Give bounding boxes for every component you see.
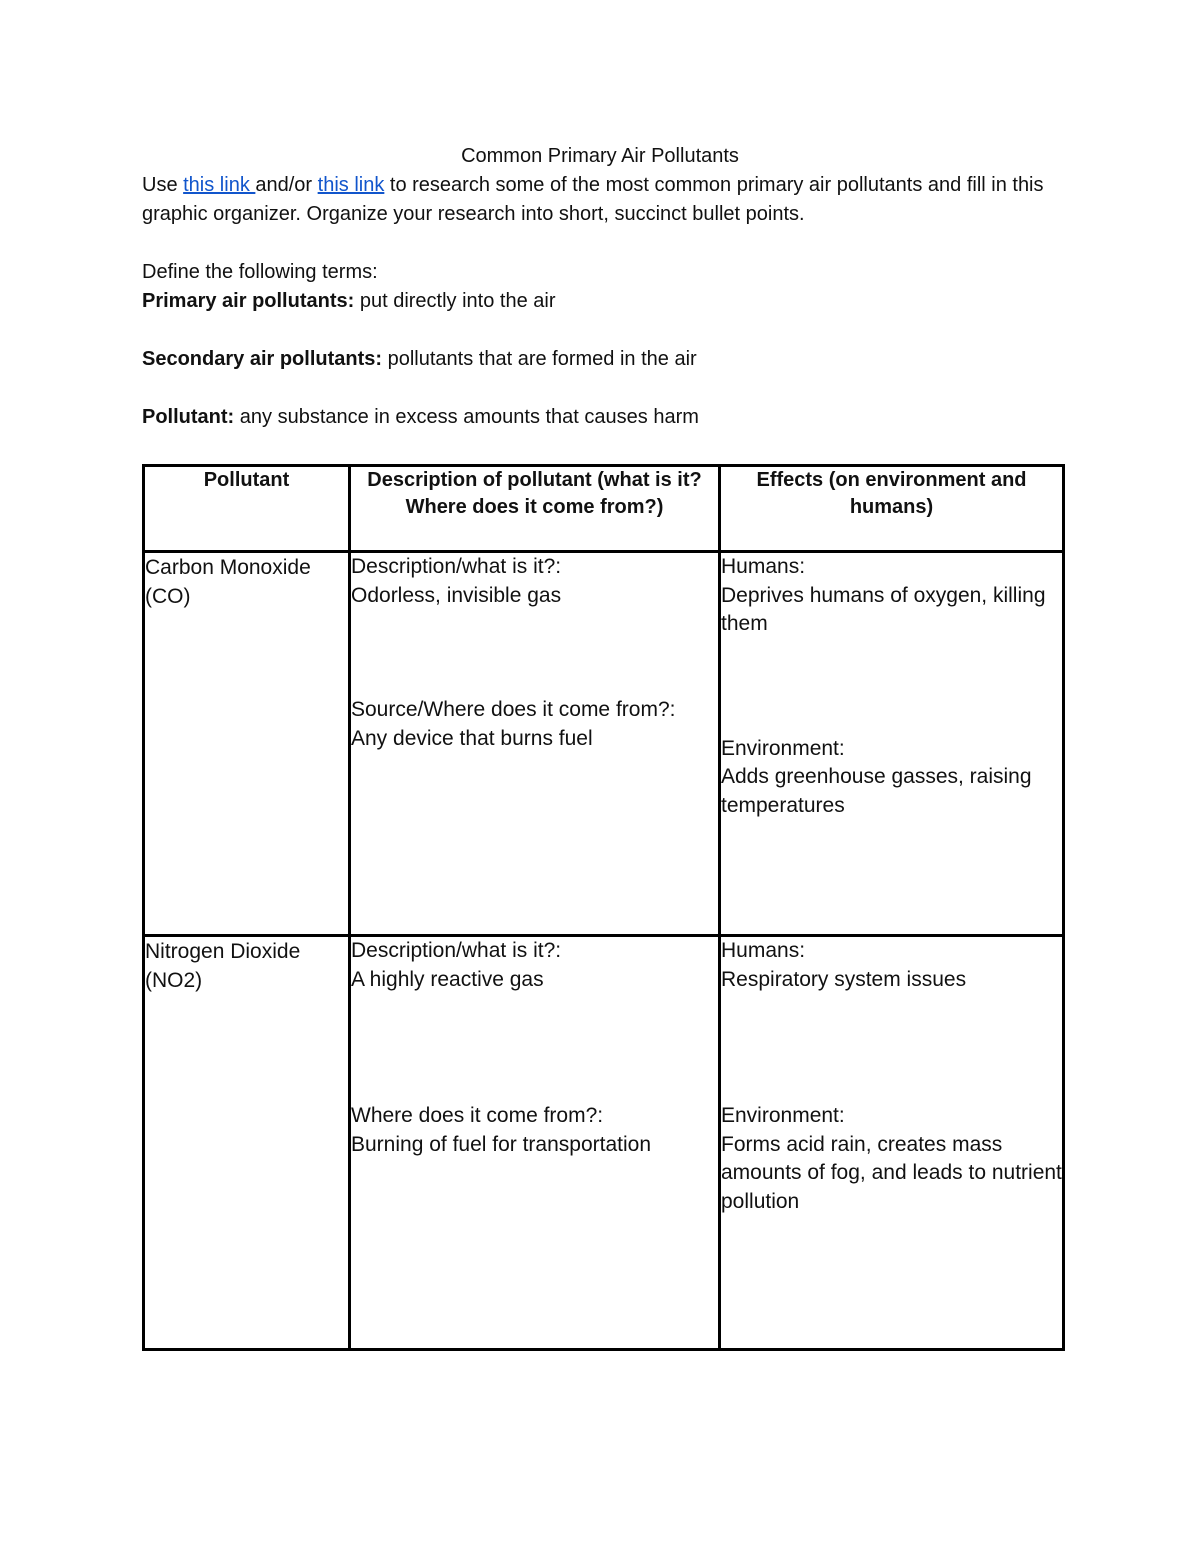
definition-primary bbox=[142, 287, 1062, 316]
source-text: Any device that burns fuel bbox=[351, 726, 593, 750]
environment-label: Environment: bbox=[721, 736, 845, 760]
graphic-organizer-table bbox=[142, 464, 1065, 1351]
pollutant-cell: Carbon Monoxide (CO) bbox=[144, 552, 350, 936]
environment-text: Adds greenhouse gasses, raising temperatures bbox=[721, 765, 1032, 817]
definition-term: Secondary air pollutants: bbox=[142, 348, 383, 370]
effects-cell bbox=[720, 936, 1064, 1350]
humans-label: Humans: bbox=[721, 555, 806, 578]
description-cell bbox=[350, 552, 720, 936]
humans-label: Humans: bbox=[721, 939, 806, 962]
table-header-row bbox=[144, 466, 1064, 552]
intro-prefix: Use bbox=[142, 174, 184, 196]
definition-text: put directly into the air bbox=[354, 290, 556, 312]
table-row bbox=[144, 936, 1064, 1350]
description-text: Odorless, invisible gas bbox=[351, 583, 562, 607]
header-pollutant: Pollutant bbox=[144, 466, 350, 552]
intro-paragraph bbox=[142, 171, 1072, 229]
intro-middle: and/or bbox=[255, 174, 318, 196]
definitions-heading: Define the following terms: bbox=[142, 261, 378, 283]
document-title: Common Primary Air Pollutants bbox=[461, 145, 739, 167]
table-row bbox=[144, 552, 1064, 936]
pollutant-cell: Nitrogen Dioxide (NO2) bbox=[144, 936, 350, 1350]
humans-text: Deprives humans of oxygen, killing them bbox=[721, 583, 1046, 635]
description-text: A highly reactive gas bbox=[351, 967, 544, 991]
description-cell bbox=[350, 936, 720, 1350]
description-label: Description/what is it?: bbox=[351, 555, 562, 578]
intro-suffix: to research some of the most common primary air pollutants and fill in this graphic organizer. Organize your research into short, succinct bullet points. bbox=[142, 174, 1044, 225]
humans-text: Respiratory system issues bbox=[721, 967, 967, 991]
definitions-section bbox=[142, 258, 1062, 432]
source-label: Source/Where does it come from?: bbox=[351, 698, 676, 721]
environment-label: Environment: bbox=[721, 1104, 845, 1127]
description-label: Description/what is it?: bbox=[351, 939, 562, 962]
source-label: Where does it come from?: bbox=[351, 1104, 604, 1127]
header-description: Description of pollutant (what is it? Where does it come from?) bbox=[350, 466, 720, 552]
definition-pollutant bbox=[142, 403, 1062, 432]
definition-term: Primary air pollutants: bbox=[142, 290, 355, 312]
environment-text: Forms acid rain, creates mass amounts of fog, and leads to nutrient pollution bbox=[721, 1132, 1062, 1213]
definition-secondary bbox=[142, 345, 1062, 374]
header-effects: Effects (on environment and humans) bbox=[720, 466, 1064, 552]
research-link-2[interactable]: this link bbox=[317, 174, 385, 196]
definition-text: any substance in excess amounts that causes harm bbox=[234, 406, 699, 428]
effects-cell bbox=[720, 552, 1064, 936]
research-link-1[interactable]: this link bbox=[183, 174, 256, 196]
definition-text: pollutants that are formed in the air bbox=[382, 348, 697, 370]
definition-term: Pollutant: bbox=[142, 406, 235, 428]
source-text: Burning of fuel for transportation bbox=[351, 1132, 652, 1156]
